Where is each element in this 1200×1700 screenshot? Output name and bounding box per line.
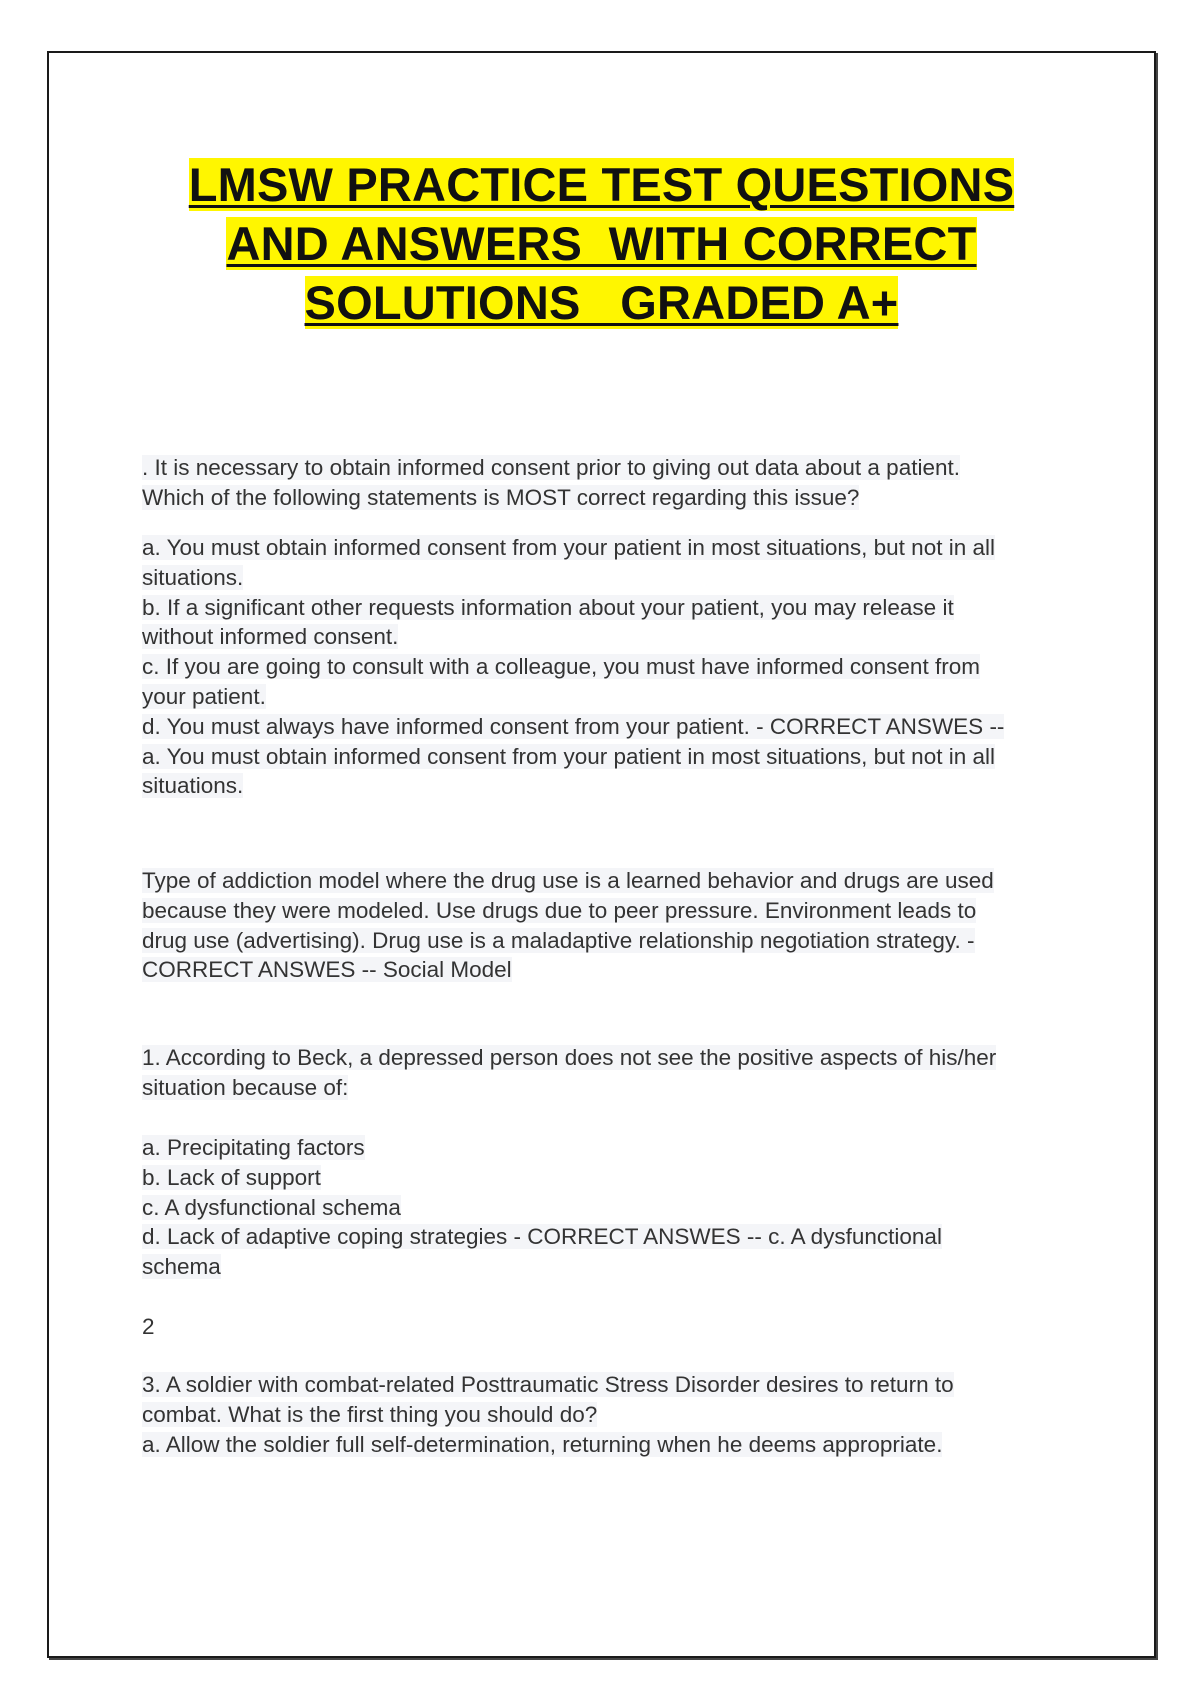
text-line: situation because of: [142, 1074, 349, 1100]
text-line: 3. A soldier with combat-related Posttraumatic Stress Disorder desires to return to [142, 1372, 954, 1397]
question-1-options [142, 533, 1102, 801]
title-line-2: AND ANSWERS WITH CORRECT [226, 217, 977, 270]
text-line: a. Precipitating factors [142, 1135, 365, 1160]
text-line: situations. [142, 773, 244, 799]
text-line: d. You must always have informed consent from your patient. - CORRECT ANSWES -- [142, 713, 1005, 739]
title-line-1: LMSW PRACTICE TEST QUESTIONS [188, 158, 1015, 211]
text-line: b. Lack of support [142, 1164, 321, 1190]
text-line: c. A dysfunctional schema [142, 1194, 401, 1220]
text-line: because they were modeled. Use drugs due to peer pressure. Environment leads to [142, 897, 977, 923]
text-line: a. You must obtain informed consent from your patient in most situations, but not in all [142, 743, 995, 769]
question-3-options [142, 1133, 1102, 1282]
text-line: combat. What is the first thing you should do? [142, 1401, 598, 1427]
text-line: c. If you are going to consult with a colleague, you must have informed consent from [142, 654, 980, 680]
question-3-text [142, 1043, 1102, 1103]
text-line: a. You must obtain informed consent from your patient in most situations, but not in all [142, 535, 995, 560]
text-line: 1. According to Beck, a depressed person does not see the positive aspects of his/her [142, 1045, 997, 1070]
text-line: your patient. [142, 683, 266, 709]
text-line: Which of the following statements is MOST correct regarding this issue? [142, 484, 860, 510]
text-line: situations. [142, 564, 244, 590]
document-title [49, 157, 1154, 334]
document-page [47, 51, 1156, 1658]
text-line: CORRECT ANSWES -- Social Model [142, 957, 512, 983]
text-line: Type of addiction model where the drug use is a learned behavior and drugs are used [142, 868, 994, 893]
text-line: . It is necessary to obtain informed consent prior to giving out data about a patient. [142, 455, 960, 480]
question-1-text [142, 453, 1102, 513]
page-number: 2 [142, 1314, 155, 1339]
question-4-options [142, 1430, 1102, 1460]
text-line: b. If a significant other requests information about your patient, you may release it [142, 594, 954, 620]
question-2-text [142, 866, 1102, 985]
text-line: schema [142, 1254, 221, 1280]
text-line: without informed consent. [142, 624, 399, 650]
text-line: d. Lack of adaptive coping strategies - CORRECT ANSWES -- c. A dysfunctional [142, 1224, 942, 1250]
text-line: drug use (advertising). Drug use is a maladaptive relationship negotiation strategy. - [142, 927, 975, 953]
question-4-text [142, 1370, 1102, 1430]
text-line: a. Allow the soldier full self-determination, returning when he deems appropriate. [142, 1432, 943, 1457]
title-line-3: SOLUTIONS GRADED A+ [304, 276, 899, 329]
